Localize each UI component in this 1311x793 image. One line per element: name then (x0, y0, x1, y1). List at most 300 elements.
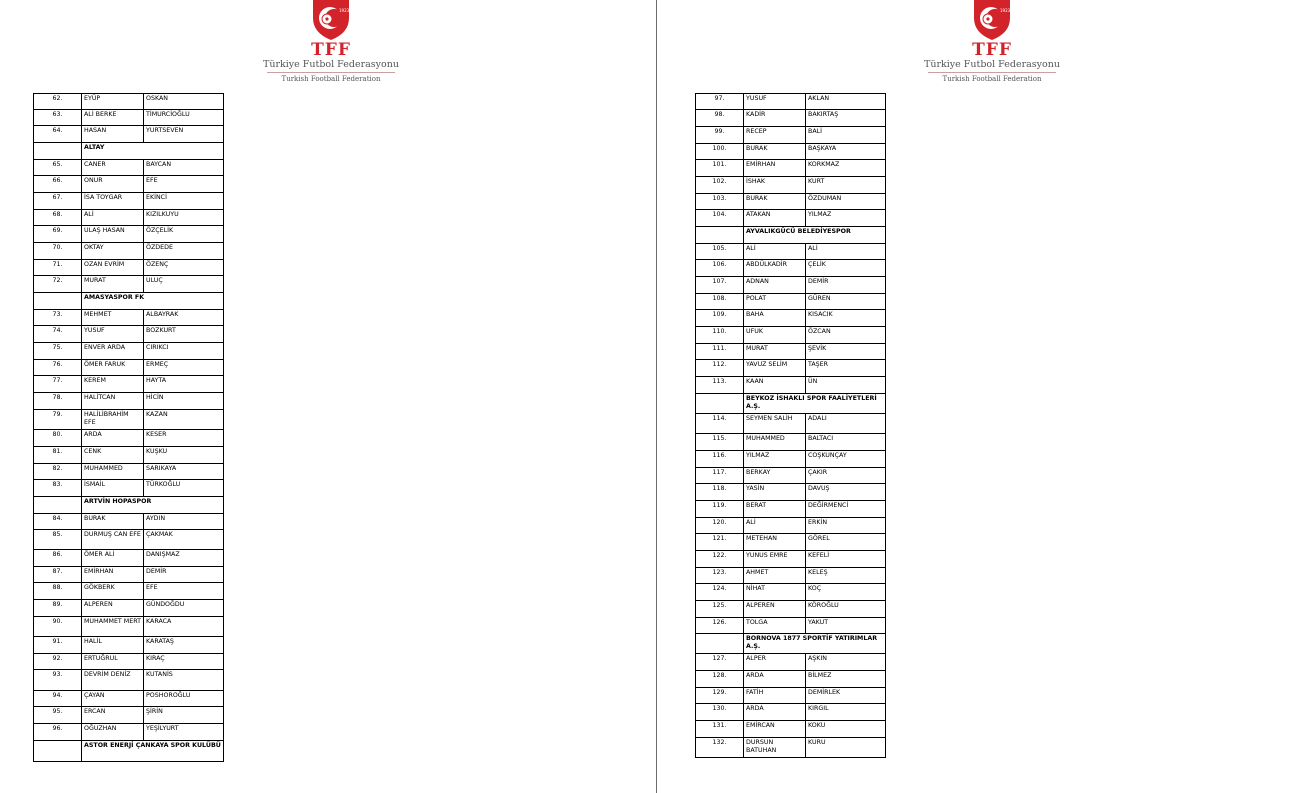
row-number: 75. (34, 343, 82, 360)
first-name: ÖMER ALİ (82, 550, 144, 567)
row-number: 96. (34, 724, 82, 741)
row-number: 113. (696, 377, 744, 394)
empty-number-cell (696, 227, 744, 244)
row-number: 129. (696, 688, 744, 704)
player-row (696, 451, 886, 468)
player-row (696, 277, 886, 294)
first-name: FATİH (744, 688, 806, 704)
last-name: ALİ (806, 244, 886, 260)
player-row (696, 110, 886, 127)
last-name: ULUÇ (144, 276, 224, 293)
last-name: KUTANİS (144, 670, 224, 691)
player-row (696, 601, 886, 618)
svg-text:1923: 1923 (1000, 8, 1011, 13)
player-row (34, 276, 224, 293)
player-row (34, 724, 224, 741)
row-number: 79. (34, 410, 82, 430)
last-name: KIRAÇ (144, 654, 224, 670)
club-header-row (34, 143, 224, 160)
player-row (696, 244, 886, 260)
tff-abbreviation: TFF (972, 40, 1012, 60)
player-row (34, 583, 224, 600)
first-name: CENK (82, 447, 144, 464)
last-name: AKLAN (806, 94, 886, 110)
last-name: YEŞİLYURT (144, 724, 224, 741)
row-number: 120. (696, 518, 744, 534)
last-name: ÖZCAN (806, 327, 886, 344)
player-row (34, 393, 224, 410)
last-name: KISACIK (806, 310, 886, 327)
row-number: 73. (34, 310, 82, 326)
first-name: KADİR (744, 110, 806, 127)
first-name: ULAŞ HASAN (82, 226, 144, 243)
last-name: ÖZDUMAN (806, 194, 886, 210)
first-name: MUHAMMED (82, 464, 144, 480)
row-number: 69. (34, 226, 82, 243)
last-name: KAZAN (144, 410, 224, 430)
last-name: OSKAN (144, 94, 224, 110)
row-number: 112. (696, 360, 744, 377)
last-name: HAYTA (144, 376, 224, 393)
row-number: 83. (34, 480, 82, 497)
first-name: YUSUF (744, 94, 806, 110)
player-row (696, 688, 886, 704)
first-name: ENVER ARDA (82, 343, 144, 360)
first-name: EYÜP (82, 94, 144, 110)
player-row (34, 126, 224, 143)
player-row (34, 447, 224, 464)
row-number: 116. (696, 451, 744, 468)
player-row (34, 707, 224, 724)
last-name: POSHOROĞLU (144, 691, 224, 707)
row-number: 89. (34, 600, 82, 617)
last-name: ÜN (806, 377, 886, 394)
club-name: ARTVİN HOPASPOR (82, 497, 224, 514)
tff-abbreviation: TFF (311, 40, 351, 60)
first-name: ONUR (82, 176, 144, 193)
row-number: 64. (34, 126, 82, 143)
row-number: 103. (696, 194, 744, 210)
first-name: HALİLİBRAHİM EFE (82, 410, 144, 430)
first-name: OZAN EVRİM (82, 260, 144, 276)
first-name: METEHAN (744, 534, 806, 551)
last-name: KURT (806, 177, 886, 194)
first-name: MEHMET (82, 310, 144, 326)
empty-number-cell (34, 741, 82, 762)
player-row (34, 410, 224, 430)
row-number: 125. (696, 601, 744, 618)
first-name: TOLGA (744, 618, 806, 634)
row-number: 100. (696, 144, 744, 160)
row-number: 92. (34, 654, 82, 670)
player-row (34, 600, 224, 617)
row-number: 102. (696, 177, 744, 194)
first-name: GÖKBERK (82, 583, 144, 600)
player-row (696, 584, 886, 601)
tff-crest-icon (967, 0, 1017, 40)
first-name: BERAT (744, 501, 806, 518)
player-row (34, 530, 224, 550)
player-row (696, 344, 886, 360)
club-name: BORNOVA 1877 SPORTİF YATIRIMLAR A.Ş. (744, 634, 886, 654)
row-number: 106. (696, 260, 744, 277)
first-name: BURAK (82, 514, 144, 530)
federation-name-tr: Türkiye Futbol Federasyonu (263, 59, 399, 70)
row-number: 81. (34, 447, 82, 464)
first-name: ÇAYAN (82, 691, 144, 707)
player-row (696, 294, 886, 310)
last-name: BAŞKAYA (806, 144, 886, 160)
row-number: 63. (34, 110, 82, 126)
first-name: ALİ BERKE (82, 110, 144, 126)
document-page-right (657, 0, 1311, 793)
row-number: 115. (696, 434, 744, 451)
first-name: ALİ (82, 210, 144, 226)
last-name: ŞİRİN (144, 707, 224, 724)
row-number: 93. (34, 670, 82, 691)
row-number: 123. (696, 568, 744, 584)
row-number: 105. (696, 244, 744, 260)
row-number: 91. (34, 637, 82, 654)
last-name: ÖZDEDE (144, 243, 224, 260)
first-name: DEVRİM DENİZ (82, 670, 144, 691)
row-number: 65. (34, 160, 82, 176)
first-name: BERKAY (744, 468, 806, 484)
row-number: 122. (696, 551, 744, 568)
last-name: KIRGIL (806, 704, 886, 721)
first-name: NİHAT (744, 584, 806, 601)
player-row (34, 94, 224, 110)
last-name: DAVUŞ (806, 484, 886, 501)
player-row (696, 501, 886, 518)
last-name: ÖZENÇ (144, 260, 224, 276)
first-name: YASİN (744, 484, 806, 501)
row-number: 67. (34, 193, 82, 210)
first-name: MUHAMMET MERT (82, 617, 144, 637)
first-name: OKTAY (82, 243, 144, 260)
last-name: GÜNDOĞDU (144, 600, 224, 617)
last-name: ÇELİK (806, 260, 886, 277)
row-number: 119. (696, 501, 744, 518)
row-number: 78. (34, 393, 82, 410)
row-number: 114. (696, 414, 744, 434)
player-row (696, 210, 886, 227)
last-name: SARIKAYA (144, 464, 224, 480)
last-name: DEMİR (806, 277, 886, 294)
player-row (34, 243, 224, 260)
row-number: 108. (696, 294, 744, 310)
first-name: ARDA (744, 704, 806, 721)
row-number: 97. (696, 94, 744, 110)
player-row (696, 310, 886, 327)
last-name: COŞKUNÇAY (806, 451, 886, 468)
player-row (696, 671, 886, 688)
player-row (696, 534, 886, 551)
first-name: BAHA (744, 310, 806, 327)
last-name: KORKMAZ (806, 160, 886, 177)
last-name: BALİ (806, 127, 886, 144)
player-row (34, 210, 224, 226)
first-name: DURMUŞ CAN EFE (82, 530, 144, 550)
first-name: SEYMEN SALİH (744, 414, 806, 434)
first-name: DURSUN BATUHAN (744, 738, 806, 758)
club-header-row (34, 741, 224, 762)
player-row (34, 514, 224, 530)
first-name: AHMET (744, 568, 806, 584)
last-name: GÖREL (806, 534, 886, 551)
first-name: HALİTCAN (82, 393, 144, 410)
player-row (696, 618, 886, 634)
player-row (34, 326, 224, 343)
first-name: HASAN (82, 126, 144, 143)
last-name: BAKIRTAŞ (806, 110, 886, 127)
first-name: KAAN (744, 377, 806, 394)
row-number: 111. (696, 344, 744, 360)
player-row (34, 193, 224, 210)
player-row (34, 480, 224, 497)
first-name: ÖMER FARUK (82, 360, 144, 376)
last-name: GÜREN (806, 294, 886, 310)
row-number: 82. (34, 464, 82, 480)
first-name: CANER (82, 160, 144, 176)
last-name: TİMURCİOĞLU (144, 110, 224, 126)
first-name: HALİL (82, 637, 144, 654)
row-number: 84. (34, 514, 82, 530)
last-name: ŞEVİK (806, 344, 886, 360)
tff-crest-icon (306, 0, 356, 40)
last-name: EKİNCİ (144, 193, 224, 210)
tff-logo (917, 0, 1067, 83)
player-row (696, 738, 886, 758)
svg-text:1923: 1923 (339, 8, 350, 13)
last-name: TÜRKOĞLU (144, 480, 224, 497)
last-name: ÇAKMAK (144, 530, 224, 550)
player-row (696, 144, 886, 160)
last-name: DEMİR (144, 567, 224, 583)
first-name: EMİRHAN (744, 160, 806, 177)
federation-name-tr: Türkiye Futbol Federasyonu (924, 59, 1060, 70)
first-name: ERCAN (82, 707, 144, 724)
first-name: MUHAMMED (744, 434, 806, 451)
club-header-row (696, 227, 886, 244)
player-row (34, 110, 224, 126)
last-name: BAYCAN (144, 160, 224, 176)
first-name: BURAK (744, 194, 806, 210)
last-name: KARATAŞ (144, 637, 224, 654)
player-row (34, 160, 224, 176)
first-name: ERTUĞRUL (82, 654, 144, 670)
player-row (34, 376, 224, 393)
first-name: ATAKAN (744, 210, 806, 227)
row-number: 71. (34, 260, 82, 276)
club-header-row (34, 293, 224, 310)
row-number: 117. (696, 468, 744, 484)
first-name: ARDA (82, 430, 144, 447)
last-name: ÇAKIR (806, 468, 886, 484)
row-number: 95. (34, 707, 82, 724)
player-row (696, 127, 886, 144)
first-name: YAVUZ SELİM (744, 360, 806, 377)
row-number: 88. (34, 583, 82, 600)
row-number: 74. (34, 326, 82, 343)
last-name: KELEŞ (806, 568, 886, 584)
first-name: ALPER (744, 654, 806, 671)
player-row (34, 654, 224, 670)
row-number: 132. (696, 738, 744, 758)
row-number: 72. (34, 276, 82, 293)
first-name: OĞUZHAN (82, 724, 144, 741)
player-row (696, 377, 886, 394)
first-name: EMİRCAN (744, 721, 806, 738)
row-number: 118. (696, 484, 744, 501)
row-number: 62. (34, 94, 82, 110)
last-name: YURTSEVEN (144, 126, 224, 143)
player-row (696, 484, 886, 501)
row-number: 70. (34, 243, 82, 260)
last-name: KEFELİ (806, 551, 886, 568)
first-name: YUSUF (82, 326, 144, 343)
row-number: 80. (34, 430, 82, 447)
player-row (696, 704, 886, 721)
last-name: KÖROĞLU (806, 601, 886, 618)
last-name: DANIŞMAZ (144, 550, 224, 567)
last-name: KIZILKUYU (144, 210, 224, 226)
player-row (34, 176, 224, 193)
last-name: HİCİN (144, 393, 224, 410)
player-row (696, 94, 886, 110)
row-number: 101. (696, 160, 744, 177)
club-header-row (696, 394, 886, 414)
row-number: 94. (34, 691, 82, 707)
row-number: 124. (696, 584, 744, 601)
row-number: 121. (696, 534, 744, 551)
empty-number-cell (34, 497, 82, 514)
last-name: BİLMEZ (806, 671, 886, 688)
last-name: KOÇ (806, 584, 886, 601)
player-row (34, 343, 224, 360)
last-name: TAŞER (806, 360, 886, 377)
first-name: İSHAK (744, 177, 806, 194)
row-number: 90. (34, 617, 82, 637)
first-name: ALPEREN (744, 601, 806, 618)
last-name: KARACA (144, 617, 224, 637)
player-row (696, 360, 886, 377)
row-number: 104. (696, 210, 744, 227)
federation-name-en: Turkish Football Federation (942, 75, 1042, 83)
first-name: ADNAN (744, 277, 806, 294)
row-number: 87. (34, 567, 82, 583)
row-number: 131. (696, 721, 744, 738)
first-name: ALİ (744, 518, 806, 534)
first-name: YUNUS EMRE (744, 551, 806, 568)
player-row (696, 568, 886, 584)
player-row (34, 360, 224, 376)
row-number: 109. (696, 310, 744, 327)
last-name: DEĞİRMENCİ (806, 501, 886, 518)
last-name: ERMEÇ (144, 360, 224, 376)
player-list-table-left (33, 93, 224, 762)
empty-number-cell (34, 293, 82, 310)
logo-divider (267, 72, 395, 73)
player-row (34, 691, 224, 707)
tff-logo (256, 0, 406, 83)
player-row (696, 468, 886, 484)
last-name: ÖZÇELİK (144, 226, 224, 243)
first-name: ALPEREN (82, 600, 144, 617)
club-name: BEYKOZ İSHAKLI SPOR FAALİYETLERİ A.Ş. (744, 394, 886, 414)
player-row (34, 670, 224, 691)
player-row (34, 637, 224, 654)
last-name: ERKİN (806, 518, 886, 534)
first-name: İSA TOYGAR (82, 193, 144, 210)
player-row (696, 551, 886, 568)
player-row (696, 434, 886, 451)
last-name: BALTACI (806, 434, 886, 451)
first-name: MURAT (744, 344, 806, 360)
row-number: 68. (34, 210, 82, 226)
player-row (696, 721, 886, 738)
player-row (696, 260, 886, 277)
player-row (34, 260, 224, 276)
last-name: YAKUT (806, 618, 886, 634)
row-number: 66. (34, 176, 82, 193)
player-row (696, 414, 886, 434)
empty-number-cell (696, 634, 744, 654)
last-name: ALBAYRAK (144, 310, 224, 326)
row-number: 126. (696, 618, 744, 634)
row-number: 85. (34, 530, 82, 550)
first-name: BURAK (744, 144, 806, 160)
row-number: 107. (696, 277, 744, 294)
last-name: EFE (144, 176, 224, 193)
last-name: BOZKURT (144, 326, 224, 343)
club-header-row (696, 634, 886, 654)
player-list-table-right (695, 93, 886, 758)
player-row (696, 654, 886, 671)
row-number: 76. (34, 360, 82, 376)
first-name: ABDÜLKADİR (744, 260, 806, 277)
player-row (34, 310, 224, 326)
club-name: ASTOR ENERJİ ÇANKAYA SPOR KULÜBÜ (82, 741, 224, 762)
first-name: EMİRHAN (82, 567, 144, 583)
empty-number-cell (696, 394, 744, 414)
player-row (34, 550, 224, 567)
last-name: EFE (144, 583, 224, 600)
last-name: CIRIKCI (144, 343, 224, 360)
player-row (696, 327, 886, 344)
player-row (34, 464, 224, 480)
last-name: KOKU (806, 721, 886, 738)
first-name: RECEP (744, 127, 806, 144)
player-row (34, 617, 224, 637)
logo-divider (928, 72, 1056, 73)
first-name: ALİ (744, 244, 806, 260)
last-name: AYDIN (144, 514, 224, 530)
row-number: 98. (696, 110, 744, 127)
row-number: 110. (696, 327, 744, 344)
first-name: YILMAZ (744, 451, 806, 468)
last-name: DEMİRLEK (806, 688, 886, 704)
club-name: AYVALIKGÜCÜ BELEDİYESPOR (744, 227, 886, 244)
last-name: ADALI (806, 414, 886, 434)
first-name: ARDA (744, 671, 806, 688)
player-row (34, 567, 224, 583)
player-row (34, 226, 224, 243)
club-header-row (34, 497, 224, 514)
first-name: MURAT (82, 276, 144, 293)
empty-number-cell (34, 143, 82, 160)
row-number: 86. (34, 550, 82, 567)
